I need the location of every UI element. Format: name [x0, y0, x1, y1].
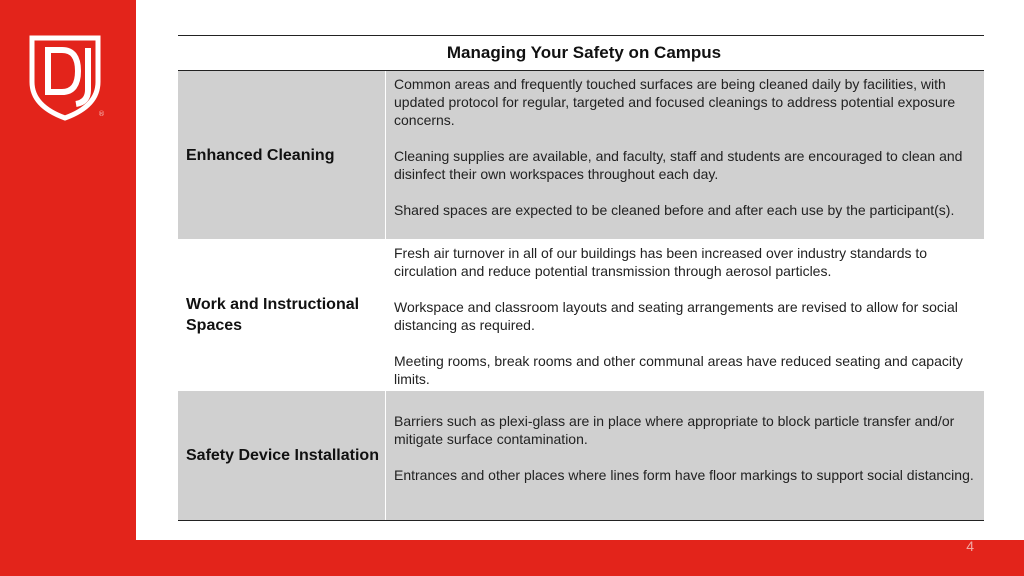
left-brand-bar — [0, 0, 136, 540]
row-paragraph: Meeting rooms, break rooms and other communal areas have reduced seating and capacity limits. — [394, 353, 963, 387]
row-label: Enhanced Cleaning — [178, 71, 386, 239]
safety-table — [178, 35, 984, 521]
row-paragraph: Cleaning supplies are available, and faculty, staff and students are encouraged to clean and disinfect their own workspaces throughout each day. — [394, 148, 963, 182]
table-row-enhanced-cleaning — [178, 71, 984, 240]
row-paragraph: Shared spaces are expected to be cleaned before and after each use by the participant(s). — [394, 202, 955, 218]
row-content — [386, 391, 984, 520]
svg-text:®: ® — [98, 110, 105, 118]
row-paragraph: Workspace and classroom layouts and seating arrangements are revised to allow for social distancing as required. — [394, 299, 958, 333]
row-paragraph: Fresh air turnover in all of our buildings has been increased over industry standards to circulation and reduce potential transmission through aerosol particles. — [394, 245, 928, 279]
row-paragraph: Barriers such as plexi-glass are in place where appropriate to block particle transfer and/or mitigate surface contamination. — [394, 413, 955, 447]
row-label: Safety Device Installation — [178, 391, 386, 520]
university-shield-logo — [26, 32, 110, 122]
row-content — [386, 71, 984, 239]
row-label: Work and Instructional Spaces — [178, 240, 386, 390]
row-content — [386, 240, 984, 390]
row-paragraph: Entrances and other places where lines form have floor markings to support social distancing. — [394, 467, 974, 483]
page-number: 4 — [966, 538, 974, 554]
bottom-brand-bar — [0, 540, 1024, 576]
table-row-work-instructional-spaces — [178, 240, 984, 391]
table-title: Managing Your Safety on Campus — [178, 35, 984, 71]
row-paragraph: Common areas and frequently touched surfaces are being cleaned daily by facilities, with updated protocol for regular, targeted and focused cleanings to address potential exposure concerns. — [394, 76, 956, 128]
table-row-safety-device-installation — [178, 391, 984, 521]
